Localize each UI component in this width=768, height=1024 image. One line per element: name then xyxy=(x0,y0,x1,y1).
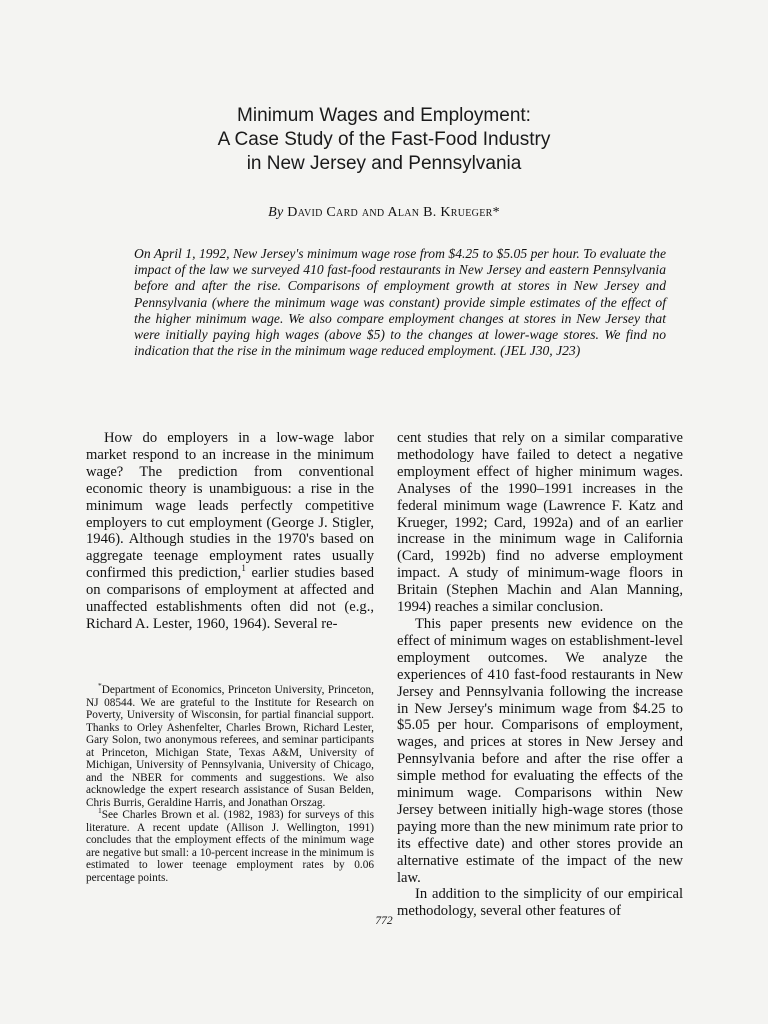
byline-by: By xyxy=(268,205,284,220)
footnote-marker: 1 xyxy=(98,806,102,816)
paragraph: This paper presents new evidence on the effect of minimum wages on establishment-level employment outcomes. We analyze the experiences of 410 fast-food restaurants in New Jersey and Pennsylvania following the increase in New Jersey's minimum wage from $4.25 to $5.05 per hour. Comparisons of employment, wages, and prices at stores in New Jersey and Pennsylvania before and after the rise offer a simple method for evaluating the effects of the minimum wage. Comparisons within New Jersey between initially high-wage stores (those paying more than the new minimum rate prior to its effective date) and other stores provide an alternative estimate of the impact of the new law. xyxy=(397,615,683,886)
article-title xyxy=(0,104,768,176)
footnote-text: See Charles Brown et al. (1982, 1983) for surveys of this literature. A recent update (Allison J. Wellington, 1991) concludes that the employment effects of the minimum wage are negative but small: a 10-percent increase in the minimum is estimated to lower teenage employment rates by 0.06 percentage points. xyxy=(86,809,374,884)
abstract: On April 1, 1992, New Jersey's minimum wage rose from $4.25 to $5.05 per hour. To evaluate the impact of the law we surveyed 410 fast-food restaurants in New Jersey and eastern Pennsylvania before and after the rise. Comparisons of employment growth at stores in New Jersey and Pennsylvania (where the minimum wage was constant) provide simple estimates of the effect of the higher minimum wage. We also compare employment changes at stores in New Jersey that were initially paying high wages (above $5) to the changes at lower-wage stores. We find no indication that the rise in the minimum wage reduced employment. (JEL J30, J23) xyxy=(134,246,666,359)
body-column-right xyxy=(397,430,683,920)
title-line-3: in New Jersey and Pennsylvania xyxy=(246,153,522,174)
footnote-text: Department of Economics, Princeton University, Princeton, NJ 08544. We are grateful to the Institute for Research on Poverty, University of Wisconsin, for partial financial support. Thanks to Orley Ashenfelter, Charles Brown, Richard Lester, Gary Solon, two anonymous referees, and seminar participants at Princeton, Michigan State, Texas A&M, University of Michigan, University of Pennsylvania, University of Chicago, and the NBER for comments and suggestions. We also acknowledge the expert research assistance of Susan Belden, Chris Burris, Geraldine Harris, and Jonathan Orszag. xyxy=(86,684,374,809)
title-line-2: A Case Study of the Fast-Food Industry xyxy=(217,129,551,150)
title-line-1: Minimum Wages and Employment: xyxy=(237,105,531,126)
paragraph-text: earlier studies based on comparisons of employment at affected and unaffected establishments often did not (e.g., Richard A. Lester, 1960, 1964). Several re- xyxy=(86,565,374,632)
paragraph: cent studies that rely on a similar comparative methodology have failed to detect a negative employment effect of higher minimum wages. Analyses of the 1990–1991 increases in the federal minimum wage (Lawrence F. Katz and Krueger, 1992; Card, 1992a) and of an earlier increase in the minimum wage in California (Card, 1992b) find no adverse employment impact. A study of minimum-wage floors in Britain (Stephen Machin and Alan Manning, 1994) reaches a similar conclusion. xyxy=(397,430,683,616)
footnote xyxy=(86,681,374,809)
paragraph-text: How do employers in a low-wage labor market respond to an increase in the minimum wage? The prediction from conventional economic theory is unambiguous: a rise in the minimum wage leads perfectly competitive employers to cut employment (George J. Stigler, 1946). Although studies in the 1970's based on aggregate teenage employment rates usually confirmed this prediction, xyxy=(86,430,374,582)
paragraph: In addition to the simplicity of our empirical methodology, several other features of xyxy=(397,886,683,920)
body-column-left xyxy=(86,430,374,633)
footnotes xyxy=(86,681,374,884)
paragraph xyxy=(86,430,374,633)
byline xyxy=(0,205,768,221)
footnote-marker: * xyxy=(98,681,102,691)
footnote-ref: 1 xyxy=(241,563,246,574)
page-number: 772 xyxy=(375,915,393,927)
byline-authors: David Card and Alan B. Krueger* xyxy=(287,205,500,220)
footnote xyxy=(86,806,374,884)
